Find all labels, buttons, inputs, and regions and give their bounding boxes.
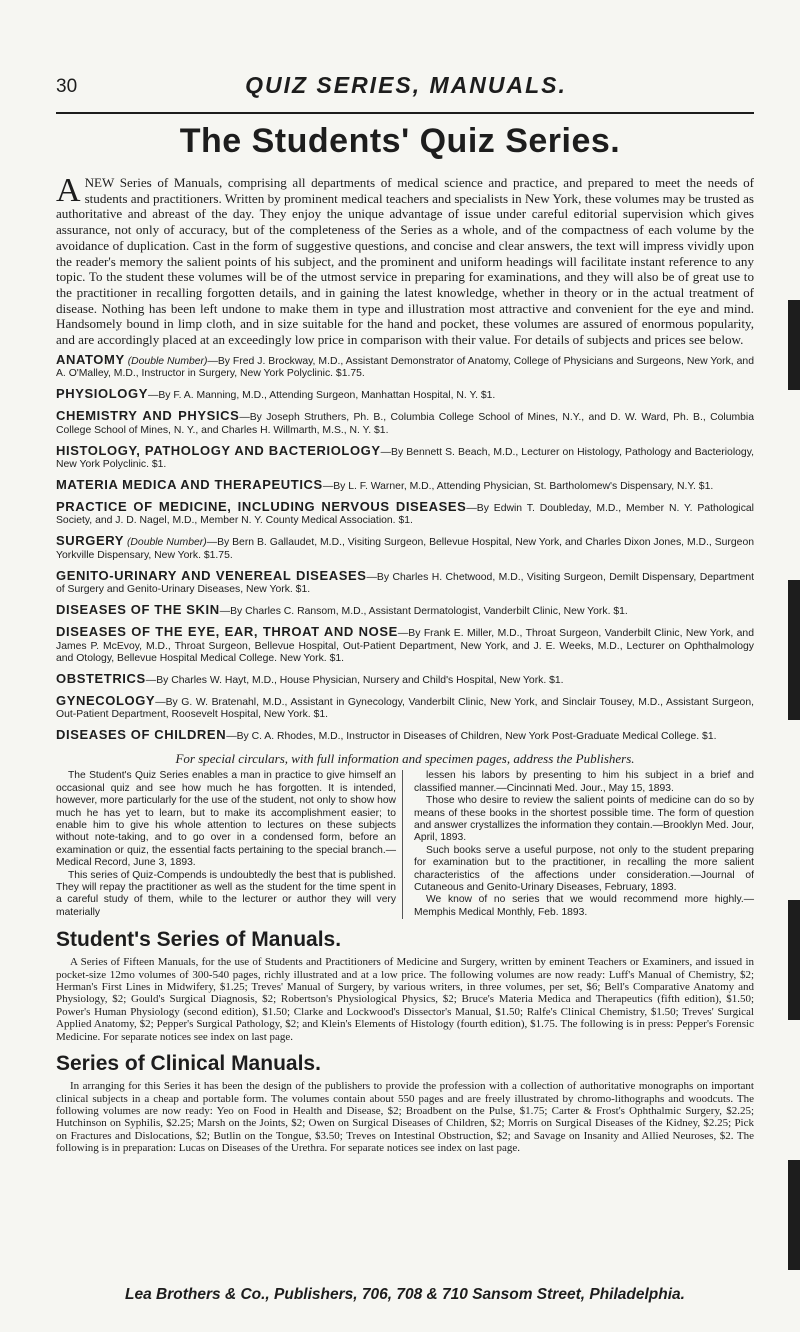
entry-subject: DISEASES OF THE SKIN	[56, 602, 220, 618]
page-number: 30	[56, 76, 78, 97]
manual-entry	[56, 692, 754, 722]
manual-entry	[56, 626, 754, 665]
entry-text: —By Charles C. Ransom, M.D., Assistant Dermatologist, Vanderbilt Clinic, New York. $1.	[219, 606, 628, 618]
entry-text: —By Bennett S. Beach, M.D., Lecturer on Histology, Pathology and Bacteriology, New York Polyclinic. $1.	[56, 446, 755, 470]
page-edge-mark	[788, 900, 800, 1020]
entry-subject: DISEASES OF CHILDREN	[56, 727, 227, 743]
entry-text: —By G. W. Bratenahl, M.D., Assistant in Gynecology, Vanderbilt Clinic, New York, and Sinclair Tousey, M.D., Assistant Surgeon, Out-Patient Department, Roosevelt Hospital, New York. $1.	[56, 696, 754, 721]
entry-subject: DISEASES OF THE EYE, EAR, THROAT AND NOSE	[56, 624, 398, 640]
page-header	[56, 70, 756, 114]
circulars-note: For special circulars, with full information and specimen pages, address the Publishers.	[175, 751, 635, 767]
manual-entry	[56, 476, 754, 493]
entry-text: —By L. F. Warner, M.D., Attending Physician, St. Bartholomew's Dispensary, N.Y. $1.	[322, 480, 714, 492]
entry-text: —By Charles W. Hayt, M.D., House Physician, Nursery and Child's Hospital, New York. $1.	[145, 674, 564, 686]
manual-entry	[56, 442, 755, 472]
manual-entry	[56, 535, 754, 562]
entry-note: (Double Number)	[126, 537, 207, 549]
page-content	[56, 172, 755, 1155]
manual-entry	[56, 729, 754, 743]
students-series-heading: Student's Series of Manuals.	[56, 928, 342, 952]
manual-entry	[56, 388, 754, 402]
entry-subject: PHYSIOLOGY	[56, 386, 148, 402]
clinical-series-text: In arranging for this Series it has been the design of the publishers to provide the profession with a collection of authoritative monographs on important clinical subjects in a cheap and portable form. The volumes contain about 550 pages and are freely illustrated by chromo-lithographs and woodcuts. The following volumes are now ready: Yeo on Food in Health and Disease, $2; Broadbent on the Pulse, $1.75; Carter & Frost's Ophthalmic Surgery, $2.25; Hutchinson on Syphilis, $2.25; Marsh on the Joints, $2; Owen on Surgical Diseases of Children, $2; Morris on Surgical Diseases of the Kidney, $2.25; Pick on Fractures and Dislocations, $2; Butlin on the Tongue, $3.50; Treves on Intestinal Obstruction, $2; and Savage on Insanity and Allied Neuroses, $2. The following is in preparation: Lucas on Diseases of the Urethra. For separate notices see index on last page.	[56, 1080, 754, 1155]
entry-subject: GENITO-URINARY AND VENEREAL DISEASES	[56, 567, 367, 583]
entry-text: —By Frank E. Miller, M.D., Throat Surgeon, Vanderbilt Clinic, New York, and James P. McEvoy, M.D., Throat Surgeon, Bellevue Hospital, Out-Patient Department, New York, and J. E. Weeks, M.D., Lecturer on Ophthalmology and Otology, Bellevue Hospital Medical College. New York. $1.	[56, 628, 754, 664]
entry-text: —By Joseph Struthers, Ph. B., Columbia College School of Mines, N.Y., and D. W. Ward, Ph. B., Columbia College School of Mines, N. Y., and Charles H. Willmarth, M.S., N. Y. $1.	[56, 412, 754, 436]
manual-entry	[56, 498, 754, 528]
entry-subject: SURGERY	[56, 533, 125, 549]
manual-entry	[56, 604, 754, 618]
entry-subject: PRACTICE OF MEDICINE, INCLUDING NERVOUS DISEASES	[56, 498, 467, 514]
manual-entry	[56, 351, 754, 381]
reviews-left-column	[56, 770, 403, 919]
entry-text: —By Charles H. Chetwood, M.D., Visiting Surgeon, Demilt Dispensary, Department of Surgery and Genito-Urinary Diseases, New York. $1.	[56, 571, 754, 596]
reviews-right-column	[414, 770, 754, 919]
entry-subject: HISTOLOGY, PATHOLOGY AND BACTERIOLOGY	[56, 442, 381, 458]
review-quote: Such books serve a useful purpose, not only to the student preparing for examination but to the practitioner, in recalling the more salient characteristics of the affections under consideration.—Journal of Cutaneous and Genito-Urinary Diseases, February, 1893.	[414, 844, 754, 894]
entry-text: —By Bern B. Gallaudet, M.D., Visiting Surgeon, Bellevue Hospital, New York, and Charles Dixon Jones, M.D., Surgeon Yorkville Dispensary, New York. $1.75.	[56, 537, 754, 561]
entry-text: —By C. A. Rhodes, M.D., Instructor in Diseases of Children, New York Post-Graduate Medical College. $1.	[226, 731, 717, 743]
entry-text: —By F. A. Manning, M.D., Attending Surgeon, Manhattan Hospital, N. Y. $1.	[147, 390, 496, 402]
page-edge-mark	[788, 300, 800, 390]
entry-subject: ANATOMY	[56, 351, 125, 367]
entry-subject: OBSTETRICS	[56, 670, 146, 686]
review-quote: Those who desire to review the salient points of medicine can do so by means of these books in the shortest possible time. The form of question and answer crystallizes the information they contain.—Brooklyn Med. Jour, April, 1893.	[414, 795, 754, 844]
entry-text: —By Fred J. Brockway, M.D., Assistant Demonstrator of Anatomy, College of Physicians and Surgeons, New York, and A. O'Malley, M.D., Instructor in Surgery, New York Polyclinic. $1.75.	[56, 355, 754, 380]
dropcap: A	[56, 172, 81, 209]
manual-entry	[56, 567, 754, 597]
entry-note: (Double Number)	[127, 355, 208, 367]
entry-text: —By Edwin T. Doubleday, M.D., Member N. Y. Pathological Society, and J. D. Nagel, M.D., Member N. Y. County Medical Association. $1.	[56, 502, 754, 527]
intro-text: NEW Series of Manuals, comprising all departments of medical science and practice, and prepared to meet the needs of students and practitioners. Written by prominent medical teachers and specialists in New York, these volumes may be trusted as authoritative and abreast of the day. They enjoy the unique advantage of issue under careful editorial supervision which gives assurance, not only of accuracy, but of the completeness of the Series as a whole, and of the compactness of each volume by the avoidance of duplication. Cast in the form of suggestive questions, and concise and clear answers, the text will impress vividly upon the reader's memory the salient points of his subject, and the prominent and uniform headings will facilitate instant reference to any topic. To the student these volumes will be of the utmost service in preparing for examinations, and they will also be of great use to the practitioner in recalling forgotten details, and in gaining the latest knowledge, whether in theory or in the actual treatment of disease. Nothing has been left undone to make them in type and illustration most attractive and convenient for the eye and mind. Handsomely bound in limp cloth, and in size suitable for the hand and pocket, these volumes are assured of enormous popularity, and are accordingly placed at an exceedingly low price in comparison with their value. For details of subjects and prices see below.	[56, 175, 754, 348]
publisher-footer: Lea Brothers & Co., Publishers, 706, 708 & 710 Sansom Street, Philadelphia.	[125, 1286, 685, 1303]
page-edge-mark	[788, 1160, 800, 1270]
students-series-text: A Series of Fifteen Manuals, for the use of Students and Practitioners of Medicine and Surgery, written by eminent Teachers or Examiners, and issued in pocket-size 12mo volumes of 300-540 pages, richly illustrated and at a low price. The following volumes are now ready: Luff's Manual of Chemistry, $2; Herman's First Lines in Midwifery, $1.25; Treves' Manual of Surgery, by various writers, in three volumes, per set, $6; Bell's Comparative Anatomy and Physiology, $2; Gould's Surgical Diagnosis, $2; Robertson's Physiological Physics, $2; Bruce's Materia Medica and Therapeutics (fifth edition), $1.50; Power's Human Physiology (second edition), $1.50; Clarke and Lockwood's Dissector's Manual, $1.50; Ralfe's Clinical Chemistry, $1.50; Treves' Surgical Applied Anatomy, $2; Pepper's Surgical Pathology, $2; and Klein's Elements of Histology (fourth edition), $1.75. The following is in press: Pepper's Forensic Medicine. For separate notices see index on last page.	[56, 956, 754, 1043]
page-title: The Students' Quiz Series.	[179, 122, 621, 160]
entry-subject: MATERIA MEDICA AND THERAPEUTICS	[56, 476, 323, 492]
page-edge-mark	[788, 580, 800, 720]
clinical-series-heading: Series of Clinical Manuals.	[56, 1052, 321, 1076]
manual-entry	[56, 670, 754, 687]
manual-entry	[56, 410, 754, 437]
review-quote: lessen his labors by presenting to him his subject in a brief and classified manner.—Cincinnati Med. Jour., May 15, 1893.	[414, 770, 754, 794]
review-quote: The Student's Quiz Series enables a man in practice to give himself an occasional quiz and see how much he has forgotten. It is intended, however, more particularly for the use of the student, not only to show how much he has yet to learn, but to make its accomplishment easier; to enable him to give his whole attention to lectures on these subjects without note-taking, and to go over in a condensed form, before an examination or quiz, the essential facts pertaining to the special branch.—Medical Record, June 3, 1893.	[56, 770, 396, 869]
review-quote: We know of no series that we would recommend more highly.—Memphis Medical Monthly, Feb. 1893.	[414, 894, 754, 918]
reviews	[56, 770, 754, 919]
entry-subject: CHEMISTRY AND PHYSICS	[56, 408, 240, 424]
review-quote: This series of Quiz-Compends is undoubtedly the best that is published. They will repay the practitioner as well as the student for the time spent in a careful study of them, while to the lecturer or author they will very materially	[56, 869, 396, 918]
running-head: QUIZ SERIES, MANUALS.	[245, 72, 567, 98]
header-rule	[56, 112, 754, 114]
entry-subject: GYNECOLOGY	[56, 692, 156, 708]
manual-list	[56, 351, 755, 744]
intro-paragraph	[56, 172, 754, 348]
